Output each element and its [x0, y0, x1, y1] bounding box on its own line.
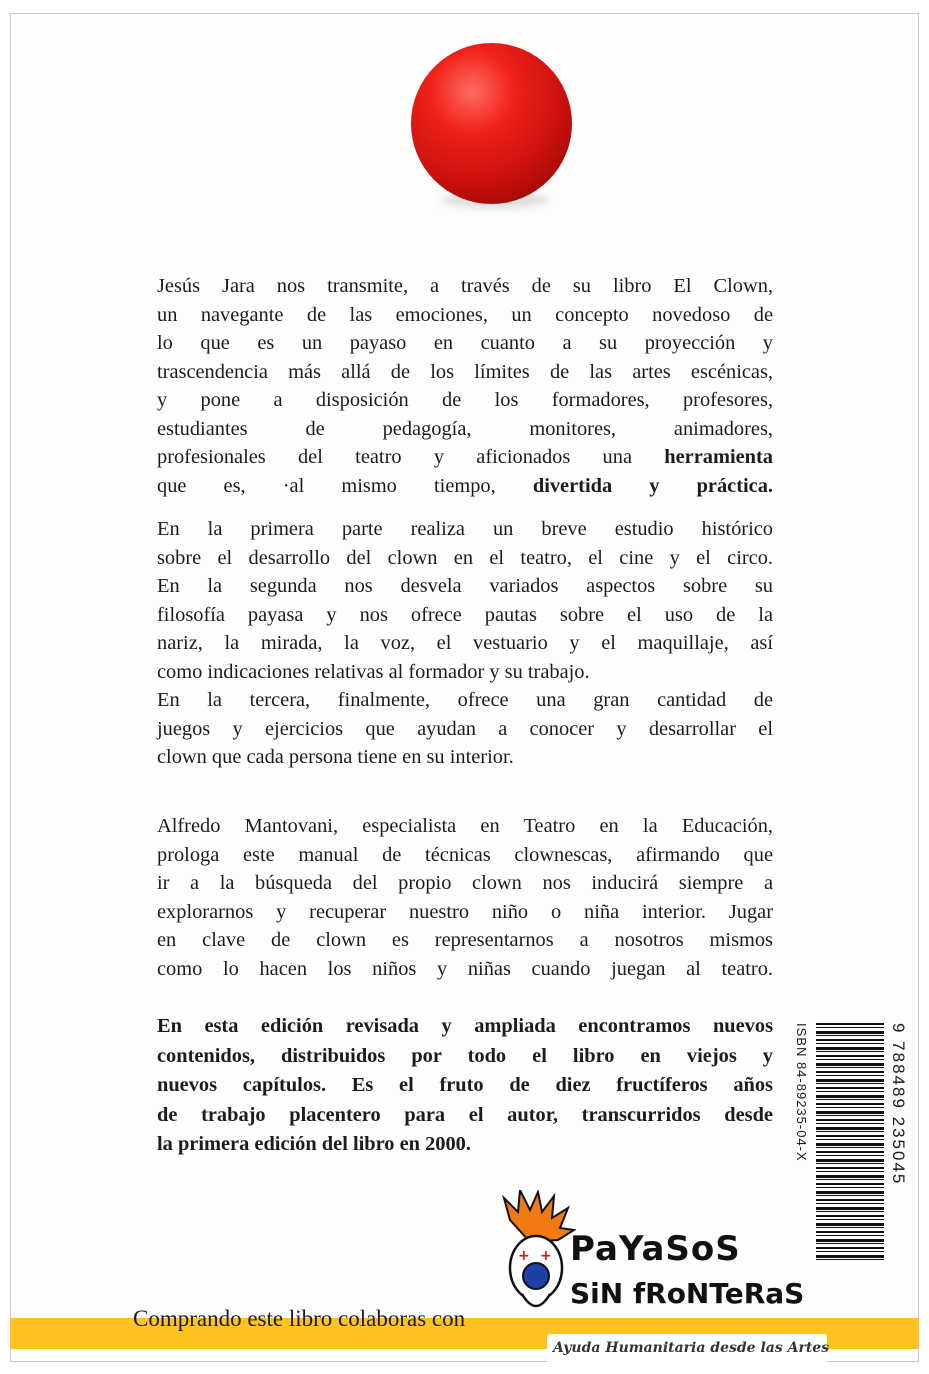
text-line: un navegante de las emociones, un concepto novedoso de — [157, 303, 773, 326]
text-line — [157, 443, 773, 472]
logo-line2: SiN fRoNTeRaS — [570, 1277, 805, 1310]
paragraph-intro — [157, 272, 773, 500]
red-clown-nose-image — [411, 43, 572, 204]
paragraph-edition — [157, 1012, 773, 1160]
text-line: nuevos capítulos. Es el fruto de diez fructíferos años — [157, 1074, 773, 1096]
text-line: como indicaciones relativas al formador y su trabajo. — [157, 660, 590, 683]
text-line: En la primera parte realiza un breve estudio histórico — [157, 518, 773, 540]
text-line: En la tercera, finalmente, ofrece una gran cantidad de — [157, 689, 773, 711]
paragraph-prologue — [157, 812, 773, 983]
text-line: prologa este manual de técnicas clownescas, afirmando que — [157, 843, 773, 866]
text-line: Alfredo Mantovani, especialista en Teatro en la Educación, — [157, 815, 773, 837]
text-line — [157, 472, 773, 501]
text-line: clown que cada persona tiene en su interior. — [157, 746, 514, 768]
isbn-number: ISBN 84-89235-04-X — [794, 1023, 809, 1162]
svg-text:+: + — [518, 1248, 530, 1264]
text-line: trascendencia más allá de los límites de las artes escénicas, — [157, 360, 773, 383]
barcode-bars — [816, 1023, 884, 1263]
text-line: filosofía payasa y nos ofrece pautas sobre el uso de la — [157, 603, 773, 626]
logo-line1: PaYaSoS — [570, 1229, 741, 1269]
text-segment: que es, ·al mismo tiempo, — [157, 474, 496, 497]
bold-herramienta: herramienta — [664, 446, 773, 468]
text-line: estudiantes de pedagogía, monitores, animadores, — [157, 417, 773, 440]
bold-divertida: divertida y práctica. — [532, 474, 774, 497]
text-line: nariz, la mirada, la voz, el vestuario y el maquillaje, así — [157, 632, 773, 654]
text-line: la primera edición del libro en 2000. — [157, 1133, 471, 1155]
collaboration-text: Comprando este libro colaboras con — [133, 1306, 466, 1331]
text-line: sobre el desarrollo del clown en el teatro, el cine y el circo. — [157, 546, 773, 569]
text-line: Jesús Jara nos transmite, a través de su libro El Clown, — [157, 275, 773, 297]
paragraph-parts — [157, 515, 773, 772]
text-line: de trabajo placentero para el autor, transcurridos desde — [157, 1103, 773, 1126]
barcode-digits: 9 788489 235045 — [889, 1023, 908, 1186]
text-line: En esta edición revisada y ampliada encontramos nuevos — [157, 1015, 773, 1037]
text-segment: profesionales del teatro y aficionados una — [157, 446, 632, 468]
text-line: explorarnos y recuperar nuestro niño o niña interior. Jugar — [157, 900, 773, 923]
text-line: contenidos, distribuidos por todo el libro en viejos y — [157, 1044, 773, 1067]
text-line: en clave de clown es representarnos a nosotros mismos — [157, 929, 773, 951]
svg-text:+: + — [540, 1248, 552, 1264]
text-line: lo que es un payaso en cuanto a su proyección y — [157, 332, 773, 354]
text-line: ir a la búsqueda del propio clown nos inducirá siempre a — [157, 872, 773, 894]
clown-logo-icon — [500, 1190, 576, 1320]
logo-tagline: Ayuda Humanitaria desde las Artes — [553, 1340, 830, 1356]
text-line: En la segunda nos desvela variados aspectos sobre su — [157, 575, 773, 597]
text-line: y pone a disposición de los formadores, profesores, — [157, 389, 773, 411]
text-line: juegos y ejercicios que ayudan a conocer y desarrollar el — [157, 717, 773, 740]
text-line: como lo hacen los niños y niñas cuando juegan al teatro. — [157, 957, 773, 980]
